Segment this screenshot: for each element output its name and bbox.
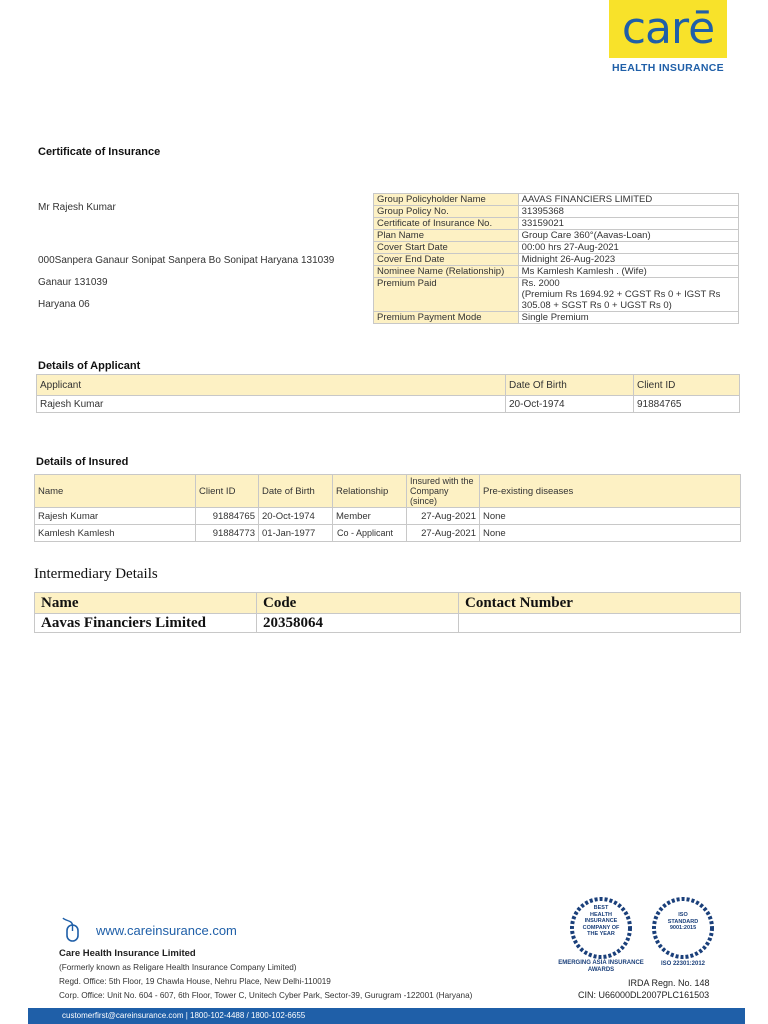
table-cell: 01-Jan-1977 <box>259 525 333 542</box>
award-best-company-text: BEST HEALTH INSURANCE COMPANY OF THE YEAR <box>582 905 620 937</box>
table-header-row <box>37 375 740 396</box>
policy-value: 33159021 <box>518 218 738 230</box>
policy-label: Certificate of Insurance No. <box>374 218 519 230</box>
insured-table <box>34 474 741 542</box>
policy-value: 00:00 hrs 27-Aug-2021 <box>518 242 738 254</box>
company-name: Care Health Insurance Limited <box>59 948 196 959</box>
corporate-office: Corp. Office: Unit No. 604 - 607, 6th Floor, Tower C, Unitech Cyber Park, Sector-39, Gurugram -122001 (Haryana) <box>59 991 473 1000</box>
table-cell: 20-Oct-1974 <box>259 508 333 525</box>
irda-registration: IRDA Regn. No. 148 <box>628 978 710 988</box>
column-header: Date Of Birth <box>506 375 634 396</box>
table-row <box>374 312 739 324</box>
column-header: Name <box>35 475 196 508</box>
policy-label: Group Policyholder Name <box>374 194 519 206</box>
policy-label: Nominee Name (Relationship) <box>374 266 519 278</box>
award-caption: EMERGING ASIA INSURANCE AWARDS <box>558 960 644 973</box>
iso-caption: ISO 22301:2012 <box>660 961 706 967</box>
address-line-1: 000Sanpera Ganaur Sonipat Sanpera Bo Sonipat Haryana 131039 <box>38 255 335 266</box>
holder-name: Mr Rajesh Kumar <box>38 202 116 213</box>
premium-amount: Rs. 2000 <box>521 278 560 289</box>
premium-breakup: (Premium Rs 1694.92 + CGST Rs 0 + IGST Rs 305.08 + SGST Rs 0 + UGST Rs 0) <box>521 289 721 311</box>
applicant-table <box>36 374 740 413</box>
column-header: Pre-existing diseases <box>480 475 741 508</box>
policy-label: Cover End Date <box>374 254 519 266</box>
table-cell: Aavas Financiers Limited <box>35 614 257 633</box>
intermediary-table <box>34 592 741 633</box>
table-row <box>37 396 740 413</box>
cin-number: CIN: U66000DL2007PLC161503 <box>578 990 710 1000</box>
table-cell: 20358064 <box>257 614 459 633</box>
policy-label: Premium Paid <box>374 278 519 312</box>
column-header: Insured with the Company (since) <box>407 475 480 508</box>
table-cell: 27-Aug-2021 <box>407 525 480 542</box>
table-cell: 91884773 <box>196 525 259 542</box>
formerly-known-as: (Formerly known as Religare Health Insurance Company Limited) <box>59 963 297 972</box>
column-header: Date of Birth <box>259 475 333 508</box>
table-cell <box>459 614 741 633</box>
table-row <box>374 254 739 266</box>
contact-bar-text: customerfirst@careinsurance.com | 1800-102-4488 / 1800-102-6655 <box>62 1011 306 1020</box>
website-link[interactable]: www.careinsurance.com <box>96 923 237 938</box>
policy-label: Plan Name <box>374 230 519 242</box>
table-row <box>374 278 739 312</box>
table-cell: 27-Aug-2021 <box>407 508 480 525</box>
table-row <box>374 242 739 254</box>
column-header: Name <box>35 593 257 614</box>
column-header: Client ID <box>634 375 740 396</box>
column-header: Code <box>257 593 459 614</box>
policy-value: 31395368 <box>518 206 738 218</box>
policy-label: Cover Start Date <box>374 242 519 254</box>
table-cell: None <box>480 508 741 525</box>
table-row <box>374 230 739 242</box>
policy-details-table <box>373 193 739 324</box>
policy-value: AAVAS FINANCIERS LIMITED <box>518 194 738 206</box>
logo-tagline: HEALTH INSURANCE <box>612 62 724 74</box>
table-header-row <box>35 475 741 508</box>
address-line-3: Haryana 06 <box>38 299 90 310</box>
certificate-title: Certificate of Insurance <box>38 146 161 158</box>
column-header: Client ID <box>196 475 259 508</box>
insured-section-title: Details of Insured <box>36 456 129 468</box>
policy-value: Single Premium <box>518 312 738 324</box>
policy-value: Group Care 360°(Aavas-Loan) <box>518 230 738 242</box>
table-cell: Rajesh Kumar <box>37 396 506 413</box>
care-logo: carē <box>621 3 715 54</box>
policy-label: Group Policy No. <box>374 206 519 218</box>
table-row <box>374 266 739 278</box>
table-cell: Kamlesh Kamlesh <box>35 525 196 542</box>
registered-office: Regd. Office: 5th Floor, 19 Chawla House, Nehru Place, New Delhi-110019 <box>59 977 331 986</box>
premium-value-cell <box>518 278 738 312</box>
table-row <box>374 218 739 230</box>
policy-label: Premium Payment Mode <box>374 312 519 324</box>
table-cell: 20-Oct-1974 <box>506 396 634 413</box>
table-cell: 91884765 <box>634 396 740 413</box>
table-cell: Member <box>333 508 407 525</box>
column-header: Applicant <box>37 375 506 396</box>
column-header: Relationship <box>333 475 407 508</box>
policy-value: Ms Kamlesh Kamlesh . (Wife) <box>518 266 738 278</box>
applicant-section-title: Details of Applicant <box>38 360 141 372</box>
table-cell: None <box>480 525 741 542</box>
policy-value: Midnight 26-Aug-2023 <box>518 254 738 266</box>
column-header: Contact Number <box>459 593 741 614</box>
table-header-row <box>35 593 741 614</box>
table-row <box>374 194 739 206</box>
intermediary-section-title: Intermediary Details <box>34 566 158 582</box>
iso-standard-text: ISO STANDARD 9001:2015 <box>667 912 699 931</box>
table-row <box>35 508 741 525</box>
table-row <box>374 206 739 218</box>
table-row <box>35 614 741 633</box>
computer-mouse-icon <box>59 917 85 943</box>
address-line-2: Ganaur 131039 <box>38 277 108 288</box>
table-row <box>35 525 741 542</box>
table-cell: Co - Applicant <box>333 525 407 542</box>
table-cell: 91884765 <box>196 508 259 525</box>
table-cell: Rajesh Kumar <box>35 508 196 525</box>
